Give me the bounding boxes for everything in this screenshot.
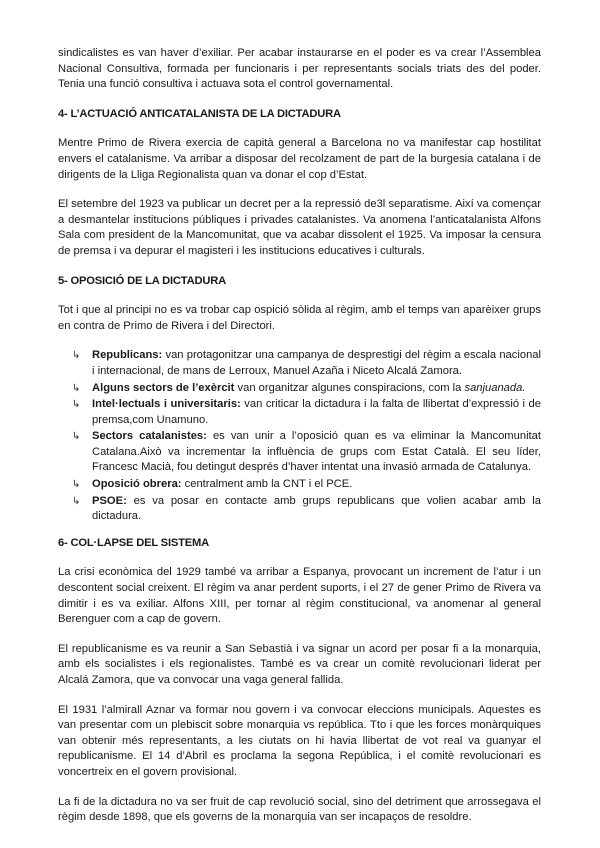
- list-item: [58, 429, 541, 476]
- arrow-bullet-icon: ↳: [72, 495, 81, 507]
- opposition-list: [58, 348, 541, 525]
- list-item-text: van protagonitzar una campanya de desprestigi del règim a escala nacional i internacional, de mans de Lerroux, Manuel Azaña i Niceto Alcalá Zamora.: [92, 349, 541, 377]
- list-item-term: Sectors catalanistes:: [92, 430, 207, 443]
- list-item: [58, 348, 541, 379]
- list-item: [58, 494, 541, 525]
- list-item-text: es van unir a l’oposició quan es va eliminar la Mancomunitat Catalana.Això va incrementar la influència de grups com Estat Català. El seu líder, Francesc Macià, fou detingut després d’haver intentat una invasió armada de Catalunya.: [92, 430, 541, 474]
- document-page: [58, 46, 541, 826]
- section-6-heading: 6- COL·LAPSE DEL SISTEMA: [58, 536, 210, 549]
- section-6-paragraph-4: La fi de la dictadura no va ser fruit de cap revolució social, sino del detriment que arrossegava el règim desde 1898, que els governs de la monarquia van ser incapaços de resoldre.: [58, 795, 541, 824]
- arrow-bullet-icon: ↳: [72, 479, 81, 491]
- list-item-term: PSOE:: [92, 494, 127, 507]
- list-item-term: Oposició obrera:: [92, 478, 182, 491]
- list-item: [58, 477, 541, 493]
- section-6-paragraph-1: La crisi econòmica del 1929 també va arribar a Espanya, provocant un increment de l’atur i un descontent social creixent. El règim va anar perdent suports, i el 27 de gener Primo de Rivera va dimitir i es va exiliar. Alfons XIII, per tornar al règim constitucional, va anomenar al general Berenguer com a cap de govern.: [58, 566, 541, 626]
- list-item-italic: sanjuanada.: [464, 381, 526, 394]
- list-item-text: van organitzar algunes conspiracions, com la: [234, 381, 465, 394]
- section-6-paragraph-3: El 1931 l’almirall Aznar va formar nou govern i va convocar eleccions municipals. Aquestes es van presentar com un plebiscit sobre monarquia vs república. Tto i que les forces monàrquiques van obtenir més representants, a les ciutats on hi havia llibertat de vot real va guanyar el republicanisme. El 14 d’Abril es proclama la segona República, i el comitè revolucionari es voncertreix en el govern provisional.: [58, 703, 541, 778]
- section-4-paragraph-1: Mentre Primo de Rivera exercia de capità general a Barcelona no va manifestar cap hostilitat envers el catalanisme. Va arribar a disposar del recolzament de part de la burgesia catalana i de dirigents de la Lliga Regionalista quan va donar el cop d’Estat.: [58, 137, 541, 181]
- section-6-paragraph-2: El republicanisme es va reunir a San Sebastià i va signar un acord per posar fi a la monarquia, amb els socialistes i els regionalistes. També es va crear un comitè revolucionari liderat per Alcalá Zamora, que va convocar una vaga general fallida.: [58, 642, 541, 686]
- list-item: [58, 381, 541, 397]
- list-item-text: es va posar en contacte amb grups republicans que volien acabar amb la dictadura.: [92, 494, 541, 523]
- arrow-bullet-icon: ↳: [72, 350, 81, 362]
- list-item-text: centralment amb la CNT i el PCE.: [181, 478, 353, 491]
- list-item: [58, 397, 541, 428]
- list-item-term: Alguns sectors de l’exèrcit: [92, 381, 235, 394]
- arrow-bullet-icon: ↳: [72, 431, 81, 443]
- arrow-bullet-icon: ↳: [72, 382, 81, 394]
- section-5-heading: 5- OPOSICIÓ DE LA DICTADURA: [58, 274, 227, 287]
- arrow-bullet-icon: ↳: [72, 399, 81, 411]
- list-item-term: Intel·lectuals i universitaris:: [92, 398, 241, 411]
- list-item-term: Republicans:: [92, 349, 163, 362]
- list-item-text: van criticar la dictadura i la falta de llibertat d’expressió i de premsa,com Unamuno.: [92, 398, 541, 426]
- intro-paragraph: sindicalistes es van haver d’exiliar. Per acabar instaurarse en el poder es va crear l’Assemblea Nacional Consultiva, formada per funcionaris i per representants socials triats des del poder. Tenia una funció consultiva i actuava sota el control governamental.: [58, 47, 541, 91]
- section-4-paragraph-2: El setembre del 1923 va publicar un decret per a la repressió de3l separatisme. Així va començar a desmantelar institucions públiques i privades catalanistes. Va anomena l’anticatalanista Alfons Sala com president de la Mancomunitat, que va acabar dissolent el 1925. Va imposar la censura de premsa i va depurar el magisteri i les institucions educatives i culturals.: [58, 198, 541, 257]
- section-4-heading: 4- L’ACTUACIÓ ANTICATALANISTA DE LA DICTADURA: [58, 107, 341, 120]
- section-5-paragraph-1: Tot i que al principi no es va trobar cap ospició sòlida al règim, amb el temps van aparèixer grups en contra de Primo de Rivera i del Directori.: [58, 304, 541, 332]
